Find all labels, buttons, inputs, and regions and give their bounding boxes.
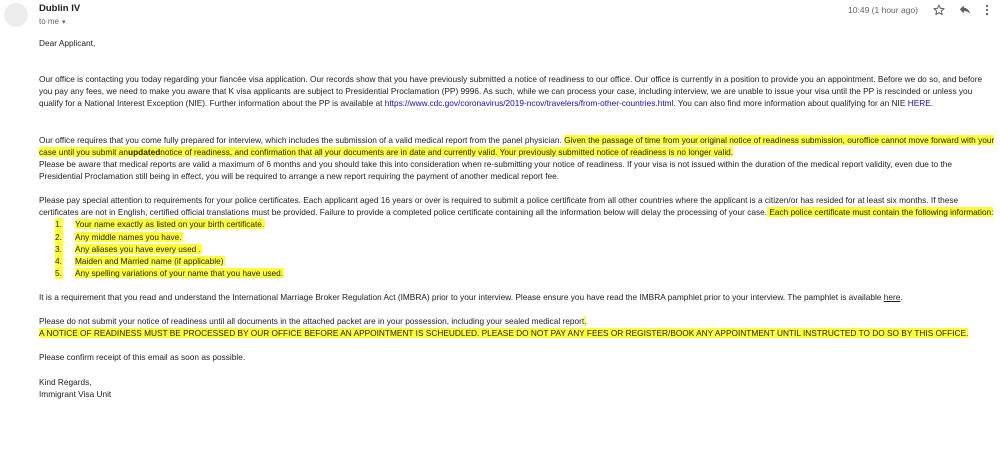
paragraph-text: Please pay special attention to requirements for your police certificates. Each applicant aged 16 years or over is required to submit a police certificate from all other countries where the applicant is a citizen/or has resided for at least six months. If these certificates are not in English, certified official translations must be provided. Failure to provide a completed police certificate containing all the information below will delay the processing of your case. [39,195,959,218]
paragraph-text: It is a requirement that you read and understand the International Marriage Broker Regulation Act (IMBRA) prior to your interview. Please ensure you have read the IMBRA pamphlet prior to your interview. The pamphlet is available [39,291,884,302]
list-text: Maiden and Married name (if applicable) [75,255,224,266]
more-options-icon[interactable] [978,1,996,19]
list-item [39,267,995,279]
paragraph-medical-report [39,134,995,158]
highlighted-bold-text: updated [128,146,161,157]
list-number: 4. [55,255,62,266]
list-item [39,255,995,267]
spacer [39,122,995,134]
highlighted-text: Given the passage of time from your original notice of readiness submission, ouroffice cannot move forward with your case until you submit an [39,134,995,157]
paragraph-text: . [930,98,934,109]
paragraph-confirm: Please confirm receipt of this email as soon as possible. [39,352,246,363]
list-number: 2. [55,231,62,242]
notice-warning [39,327,995,339]
paragraph-visa-status [39,73,995,109]
paragraph-imbra [39,291,995,303]
paragraph-text: Please do not submit your notice of readiness until all documents in the attached packet are in your possession, including your sealed medical report [39,316,585,327]
cdc-link[interactable]: https://www.cdc.gov/coronavirus/2019-ncov/travelers/from-other-countries.html [384,98,674,109]
paragraph-police-certificates [39,194,995,218]
paragraph-text: . [900,291,903,302]
list-text: Your name exactly as listed on your birth certificate. [75,219,265,230]
spacer [39,61,995,73]
closing: Kind Regards, [39,376,92,387]
paragraph-medical-validity: Please be aware that medical reports are valid a maximum of 6 months and you should take this into consideration when re-submitting your notice of readiness. If your visa is not issued within the duration of the medical report validity, even due to the Presidential Proclamation still being in effect, you will be required to arrange a new report requiring the payment of another medical report fee. [39,158,952,182]
sender-avatar[interactable] [4,3,28,27]
list-text: Any middle names you have. [75,231,182,242]
list-item [39,231,995,243]
sender-name[interactable]: Dublin IV [39,3,81,14]
greeting: Dear Applicant, [39,38,96,48]
paragraph-text: Our office requires that you come fully prepared for interview, which includes the submission of a valid medical report from the panel physician. [39,134,565,145]
paragraph-text: Our office is contacting you today regarding your fiancée visa application. Our records show that you have previously submitted a notice of readiness to our office. Our office is currently in a position to provide you an appointment. Before we do so, and before you pay any fees, we need to make you aware that K visa applicants are subject to Presidential Proclamation (PP) 9996. As such, while we can process your case, including interview, we are unable to issue your visa until the PP is rescinded or unless you qualify for a National Interest Exception (NIE). Further information about the PP is available at [39,74,983,109]
list-number: 3. [55,243,62,254]
nie-here-link[interactable]: HERE [907,98,931,109]
list-text: Any spelling variations of your name that you have used. [75,267,284,278]
highlighted-text: Each police certificate must contain the following information: [767,207,994,218]
list-item [39,243,995,255]
highlighted-text: . [584,316,587,327]
email-timestamp: 10:49 (1 hour ago) [848,5,918,15]
list-number: 5. [55,267,62,278]
email-body [39,37,995,400]
list-item [39,218,995,230]
list-number: 1. [55,219,62,230]
highlighted-text: notice of readiness, and confirmation that all your documents are in date and currently valid. Your previously submitted notice of readiness is no longer valid. [160,146,734,157]
requirements-list [39,218,995,278]
star-icon[interactable] [930,1,948,19]
email-header [0,0,1000,30]
list-text: Any aliases you have every used . [75,243,201,254]
chevron-down-icon[interactable]: ▾ [62,19,66,26]
paragraph-submission [39,315,995,327]
paragraph-text: . You can also find more information about qualifying for an NIE [673,98,908,109]
signature: Immigrant Visa Unit [39,388,112,399]
recipient-details[interactable] [39,16,66,29]
reply-icon[interactable] [956,1,974,19]
highlighted-caps-text: A NOTICE OF READINESS MUST BE PROCESSED BY OUR OFFICE BEFORE AN APPOINTMENT IS SCHEUDLED. PLEASE DO NOT PAY ANY FEES OR REGISTER/BOOK ANY APPOINTMENT UNTIL INSTRUCTED TO DO SO BY THIS OFFICE. [39,328,969,339]
recipient-label: to me [39,17,60,26]
imbra-pamphlet-link[interactable]: here [883,291,901,302]
